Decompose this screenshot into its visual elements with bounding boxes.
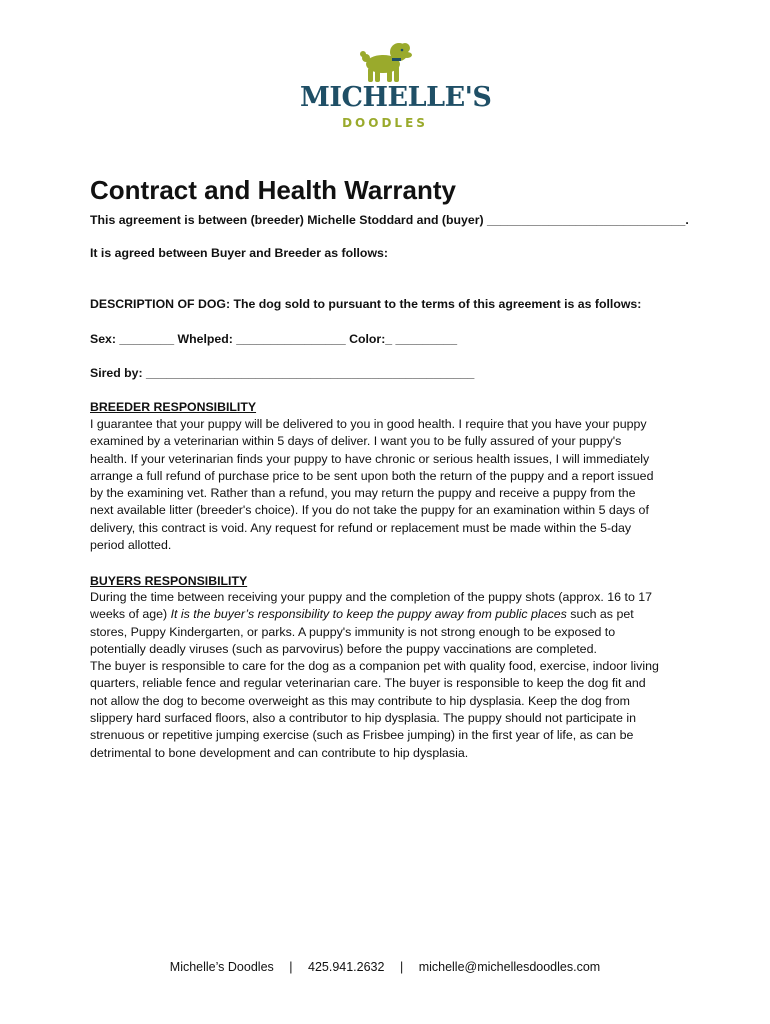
footer-phone: 425.941.2632 [308,960,385,974]
dog-icon [355,40,415,84]
brand-logo [300,38,492,138]
paragraph-line: strenuous or repetitive jumping exercise (such as Frisbee jumping) in the first year of life, as can be [90,728,634,743]
footer-business: Michelle’s Doodles [169,960,274,974]
paragraph-line: next available litter (breeder's choice). If you do not take the puppy for an examination within 5 days of [90,503,649,518]
paragraph-line: period allotted. [90,538,172,553]
paragraph-line: delivery, this contract is void. Any request for refund or replacement must be made within the 5-day [90,520,632,535]
line-text: weeks of age) [90,607,171,622]
paragraph-line: not allow the dog to become overweight as this may contribute to hip dysplasia. Keep the dog from [90,693,630,708]
paragraph-line: detrimental to bone development and can contribute to hip dysplasia. [90,745,469,760]
line-text: such as pet [566,607,634,622]
footer-separator: | [399,960,404,974]
description-line: DESCRIPTION OF DOG: The dog sold to pursuant to the terms of this agreement is as follows: [90,297,642,311]
paragraph-line: potentially deadly viruses (such as parvovirus) before the puppy vaccinations are completed. [90,641,597,656]
buyers-heading: BUYERS RESPONSIBILITY [90,574,248,588]
paragraph-line [90,606,680,623]
paragraph-line: health. If your veterinarian finds your puppy to have chronic or serious health issues, I will immediately [90,451,650,466]
buyers-paragraph [90,589,680,762]
footer-separator: | [289,960,293,974]
paragraph-line: The buyer is responsible to care for the dog as a companion pet with quality food, exercise, indoor living [90,659,659,674]
footer-email: michelle@michellesdoodles.com [418,960,601,974]
paragraph-line: I guarantee that your puppy will be delivered to you in good health. I require that you have your puppy [90,417,647,431]
paragraph-line: quarters, reliable fence and regular veterinarian care. The buyer is responsible to keep the dog fit and [90,676,646,691]
logo-wordmark: MICHELLE'S [300,82,492,113]
breeder-heading: BREEDER RESPONSIBILITY [90,400,257,414]
paragraph-line: examined by a veterinarian within 5 days of deliver. I want you to be fully assured of your puppy's [90,434,622,449]
logo-subtitle: DOODLES [342,116,428,130]
paragraph-line: by the examining vet. Rather than a refund, you may return the puppy and receive a puppy from the [90,486,636,501]
sex-whelped-color-line: Sex: ________ Whelped: ________________ Color:_ _________ [90,332,458,346]
breeder-paragraph [90,416,680,554]
paragraph-line: During the time between receiving your puppy and the completion of the puppy shots (approx. 16 to 17 [90,590,653,604]
page-footer [0,960,770,974]
paragraph-line: slippery hard surfaced floors, also a contributor to hip dysplasia. The puppy should not participate in [90,711,636,726]
agreed-line: It is agreed between Buyer and Breeder as follows: [90,246,388,260]
sired-by-line: Sired by: ________________________________________________ [90,366,475,380]
paragraph-line: stores, Puppy Kindergarten, or parks. A puppy's immunity is not strong enough to be exposed to [90,624,616,639]
paragraph-line: arrange a full refund of purchase price to be sent upon both the return of the puppy and a report issued [90,468,654,483]
page-title: Contract and Health Warranty [90,175,456,205]
agreement-line: This agreement is between (breeder) Michelle Stoddard and (buyer) _____________________________. [90,213,689,227]
italic-emphasis: It is the buyer’s responsibility to keep the puppy away from public places [170,607,567,622]
